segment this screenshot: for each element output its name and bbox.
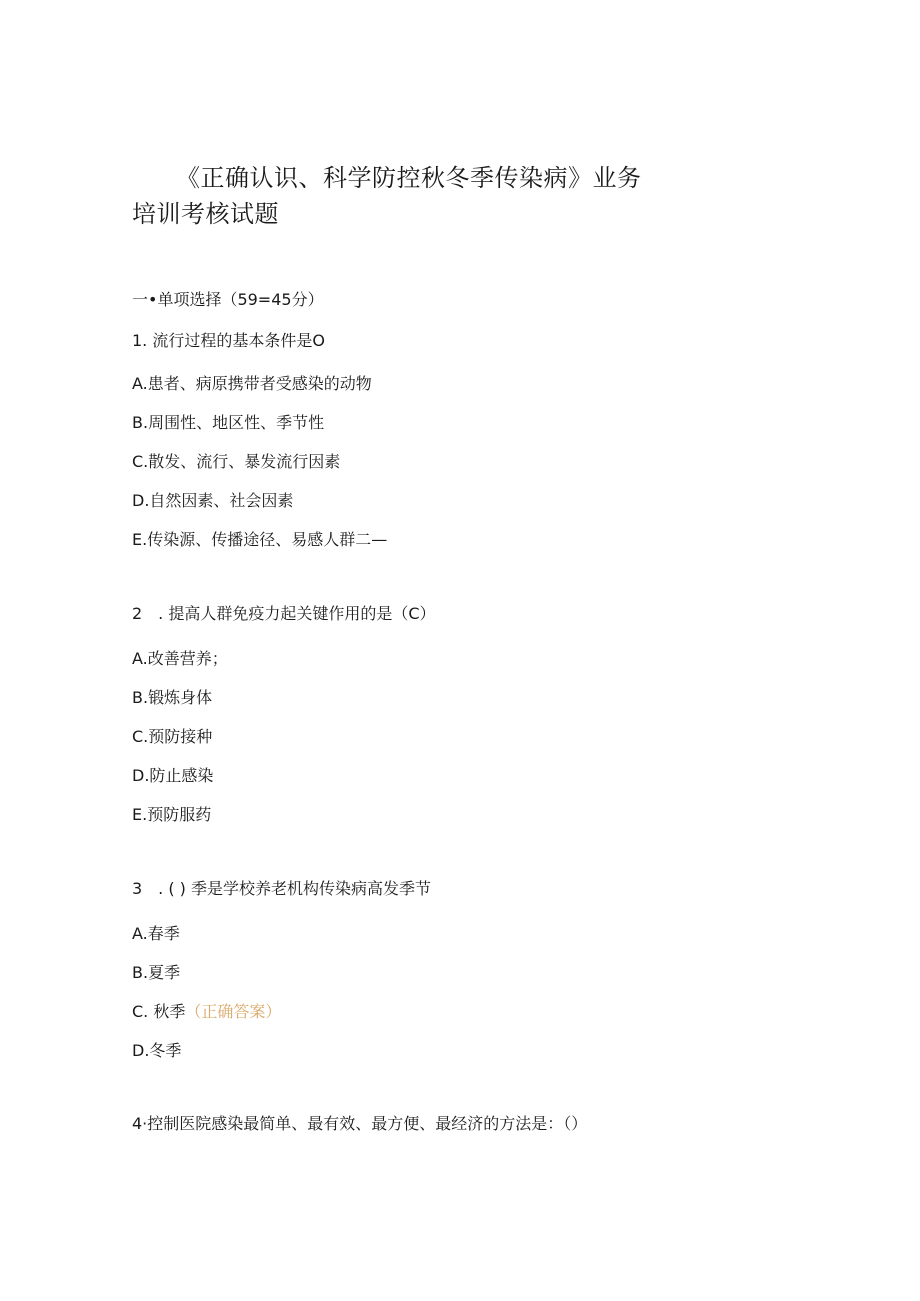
question-4-stem: 4·控制医院感染最简单、最有效、最方便、最经济的方法是：（） [132, 1114, 588, 1133]
question-2-option-e: E.预防服药 [132, 805, 212, 824]
question-3-option-b: B.夏季 [132, 963, 181, 982]
question-2-option-c: C.预防接种 [132, 727, 213, 746]
question-1-stem: 1. 流行过程的基本条件是O [132, 331, 325, 350]
question-1-option-d: D.自然因素、社会因素 [132, 491, 294, 510]
question-1-option-a: A.患者、病原携带者受感染的动物 [132, 374, 372, 393]
question-1-option-e: E.传染源、传播途径、易感人群二— [132, 530, 388, 549]
question-2-option-d: D.防止感染 [132, 766, 214, 785]
question-3-option-c-row [132, 1001, 281, 1023]
correct-answer-note: （正确答案） [185, 1002, 282, 1021]
question-2-option-b: B.锻炼身体 [132, 688, 213, 707]
question-3-option-c: C. 秋季 [132, 1002, 186, 1021]
page-title: 《正确认识、科学防控秋冬季传染病》业务培训考核试题 [132, 164, 642, 228]
question-1-option-b: B.周围性、地区性、季节性 [132, 413, 325, 432]
question-2-option-a: A.改善营养； [132, 649, 228, 668]
section-heading: 一•单项选择（59=45分） [132, 290, 324, 309]
question-3-stem: 3 . ( ) 季是学校养老机构传染病高发季节 [132, 879, 432, 898]
question-3-option-a: A.春季 [132, 924, 180, 943]
question-2-stem: 2 . 提高人群免疫力起关键作用的是（C） [132, 604, 436, 623]
question-1-option-c: C.散发、流行、暴发流行因素 [132, 452, 341, 471]
question-3-option-d: D.冬季 [132, 1041, 182, 1060]
